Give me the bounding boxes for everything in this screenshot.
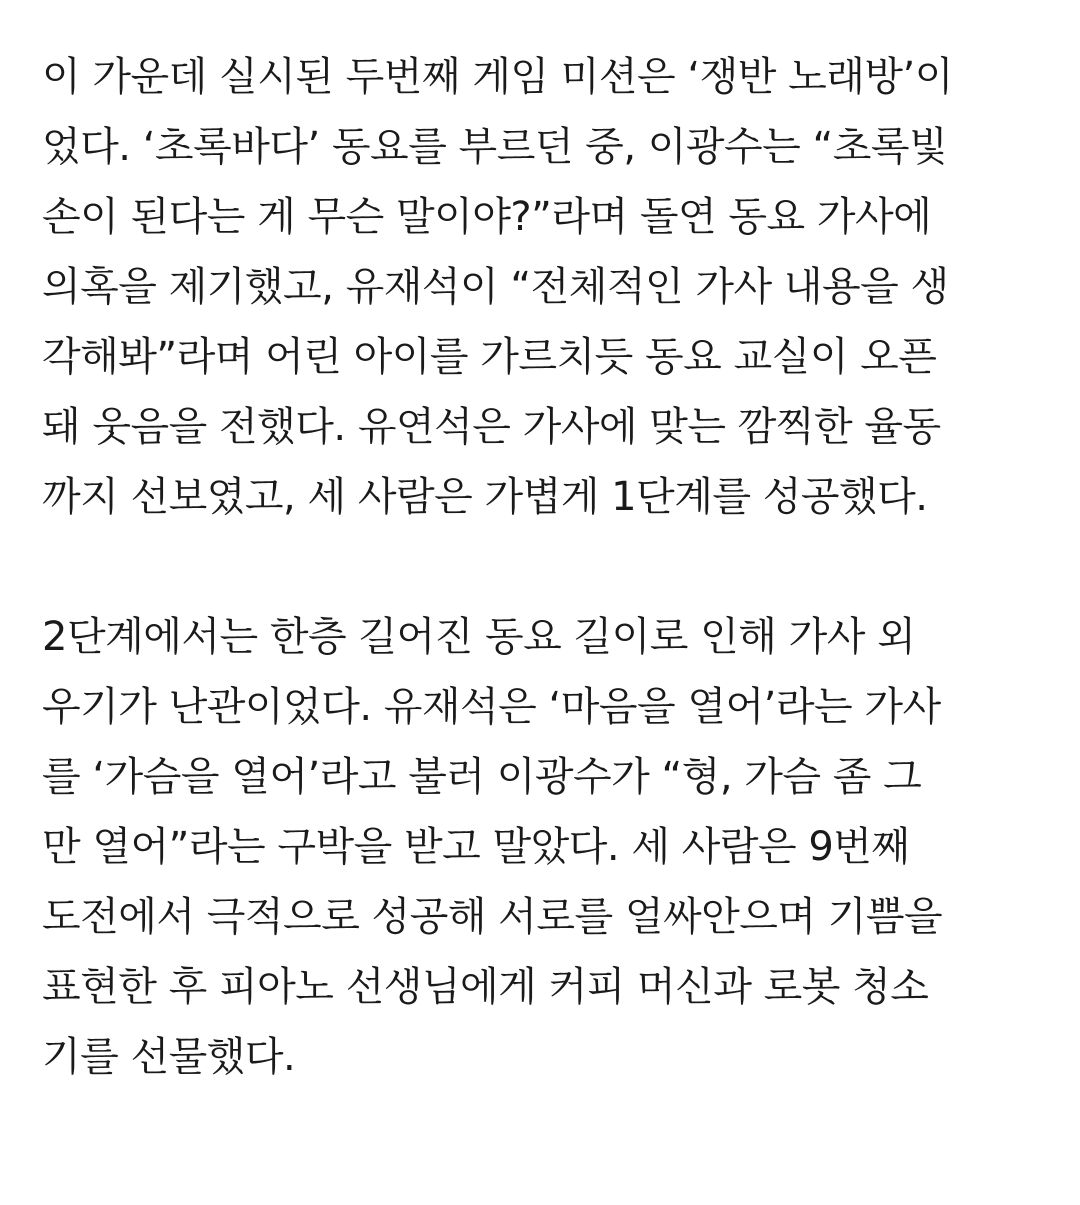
paragraph-1: [42, 42, 1052, 532]
text-line: 도전에서 극적으로 성공해 서로를 얼싸안으며 기쁨을: [42, 894, 943, 940]
text-line: 의혹을 제기했고, 유재석이 “전체적인 가사 내용을 생: [42, 264, 949, 310]
text-line: 우기가 난관이었다. 유재석은 ‘마음을 열어’라는 가사: [42, 684, 941, 730]
paragraph-2: [42, 602, 1052, 1092]
text-line: 만 열어”라는 구박을 받고 말았다. 세 사람은 9번째: [42, 824, 910, 870]
text-line: 표현한 후 피아노 선생님에게 커피 머신과 로봇 청소: [42, 964, 929, 1010]
text-line: 2단계에서는 한층 길어진 동요 길이로 인해 가사 외: [42, 614, 916, 660]
text-line: 까지 선보였고, 세 사람은 가볍게 1단계를 성공했다.: [42, 474, 928, 520]
article-body: [42, 42, 1052, 1092]
text-line: 손이 된다는 게 무슨 말이야?”라며 돌연 동요 가사에: [42, 194, 932, 240]
text-line: 돼 웃음을 전했다. 유연석은 가사에 맞는 깜찍한 율동: [42, 404, 941, 450]
text-line: 를 ‘가슴을 열어’라고 불러 이광수가 “형, 가슴 좀 그: [42, 754, 922, 800]
text-line: 이 가운데 실시된 두번째 게임 미션은 ‘쟁반 노래방’이: [42, 54, 953, 100]
text-line: 각해봐”라며 어린 아이를 가르치듯 동요 교실이 오픈: [42, 334, 937, 380]
text-line: 기를 선물했다.: [42, 1034, 296, 1080]
text-line: 었다. ‘초록바다’ 동요를 부르던 중, 이광수는 “초록빛: [42, 124, 948, 170]
